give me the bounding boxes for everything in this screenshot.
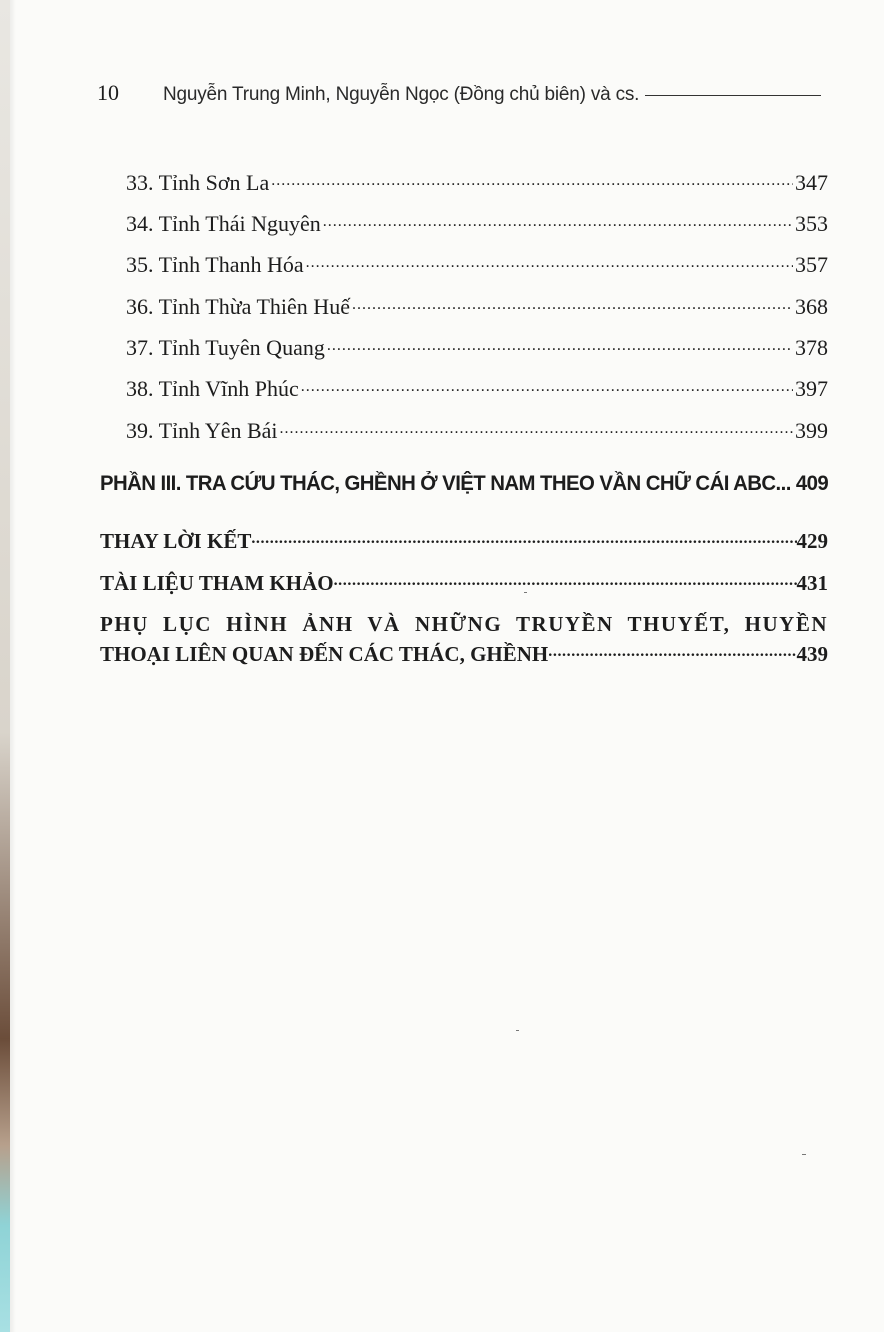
toc-section[interactable] [100, 570, 828, 596]
toc-entry-label: 33. Tỉnh Sơn La [126, 170, 270, 195]
paper-speck [516, 1030, 519, 1031]
dot-leader [323, 209, 793, 231]
toc-entry[interactable] [126, 416, 828, 444]
dot-leader [271, 168, 793, 190]
toc-entry[interactable] [126, 168, 828, 196]
toc-entry-label: 34. Tỉnh Thái Nguyên [126, 211, 321, 236]
dot-leader [301, 374, 793, 396]
toc-entry-label: 38. Tỉnh Vĩnh Phúc [126, 376, 299, 401]
running-head: Nguyễn Trung Minh, Nguyễn Ngọc (Đồng chủ biên) và cs. [163, 84, 640, 105]
book-gutter-shadow [10, 0, 16, 1332]
toc-entry-label: 39. Tỉnh Yên Bái [126, 418, 278, 443]
toc-entry[interactable] [126, 292, 828, 320]
paper-speck [524, 592, 527, 593]
toc-part-page: 409 [795, 472, 829, 495]
header-rule [645, 95, 821, 96]
dot-leader [280, 416, 793, 438]
toc-appendix[interactable] [100, 612, 828, 667]
toc-entry-page: 353 [795, 211, 828, 236]
dot-leader [548, 641, 796, 661]
toc-entry[interactable] [126, 209, 828, 237]
dot-leader [327, 333, 793, 355]
toc-entry-page: 368 [795, 294, 828, 319]
toc-entry-label: 36. Tỉnh Thừa Thiên Huế [126, 294, 350, 319]
dot-leader [352, 292, 793, 314]
toc-section-page: 429 [796, 529, 828, 553]
page-header [97, 80, 821, 106]
toc-entry[interactable] [126, 250, 828, 278]
toc-section-page: 431 [796, 571, 828, 595]
toc-part-heading[interactable] [100, 472, 828, 496]
toc-part-label: PHẦN III. TRA CỨU THÁC, GHỀNH Ở VIỆT NAM THEO VẦN CHỮ CÁI ABC [100, 472, 776, 495]
toc-section[interactable] [100, 528, 828, 554]
toc-section-label: TÀI LIỆU THAM KHẢO [100, 571, 334, 595]
dot-leader [334, 570, 797, 590]
dot-leader [251, 528, 796, 548]
toc-entry-label: 37. Tỉnh Tuyên Quang [126, 335, 325, 360]
toc-entry[interactable] [126, 374, 828, 402]
toc-entry-page: 347 [795, 170, 828, 195]
toc-entry-page: 357 [795, 252, 828, 277]
toc-section-label: THAY LỜI KẾT [100, 529, 252, 553]
toc-appendix-line2: THOẠI LIÊN QUAN ĐẾN CÁC THÁC, GHỀNH [100, 642, 549, 666]
toc-entry-page: 378 [795, 335, 828, 360]
toc-entry-page: 399 [795, 418, 828, 443]
dot-leader [306, 250, 793, 272]
toc-entry[interactable] [126, 333, 828, 361]
paper-speck [802, 1154, 806, 1155]
toc-entry-page: 397 [795, 376, 828, 401]
toc-appendix-line1: PHỤ LỤC HÌNH ẢNH VÀ NHỮNG TRUYỀN THUYẾT, HUYỀN [100, 612, 828, 636]
toc-appendix-page: 439 [796, 642, 828, 666]
ellipsis-leader: ... [775, 472, 796, 495]
book-edge [0, 0, 10, 1332]
page-number: 10 [97, 80, 119, 105]
toc-entry-label: 35. Tỉnh Thanh Hóa [126, 252, 304, 277]
